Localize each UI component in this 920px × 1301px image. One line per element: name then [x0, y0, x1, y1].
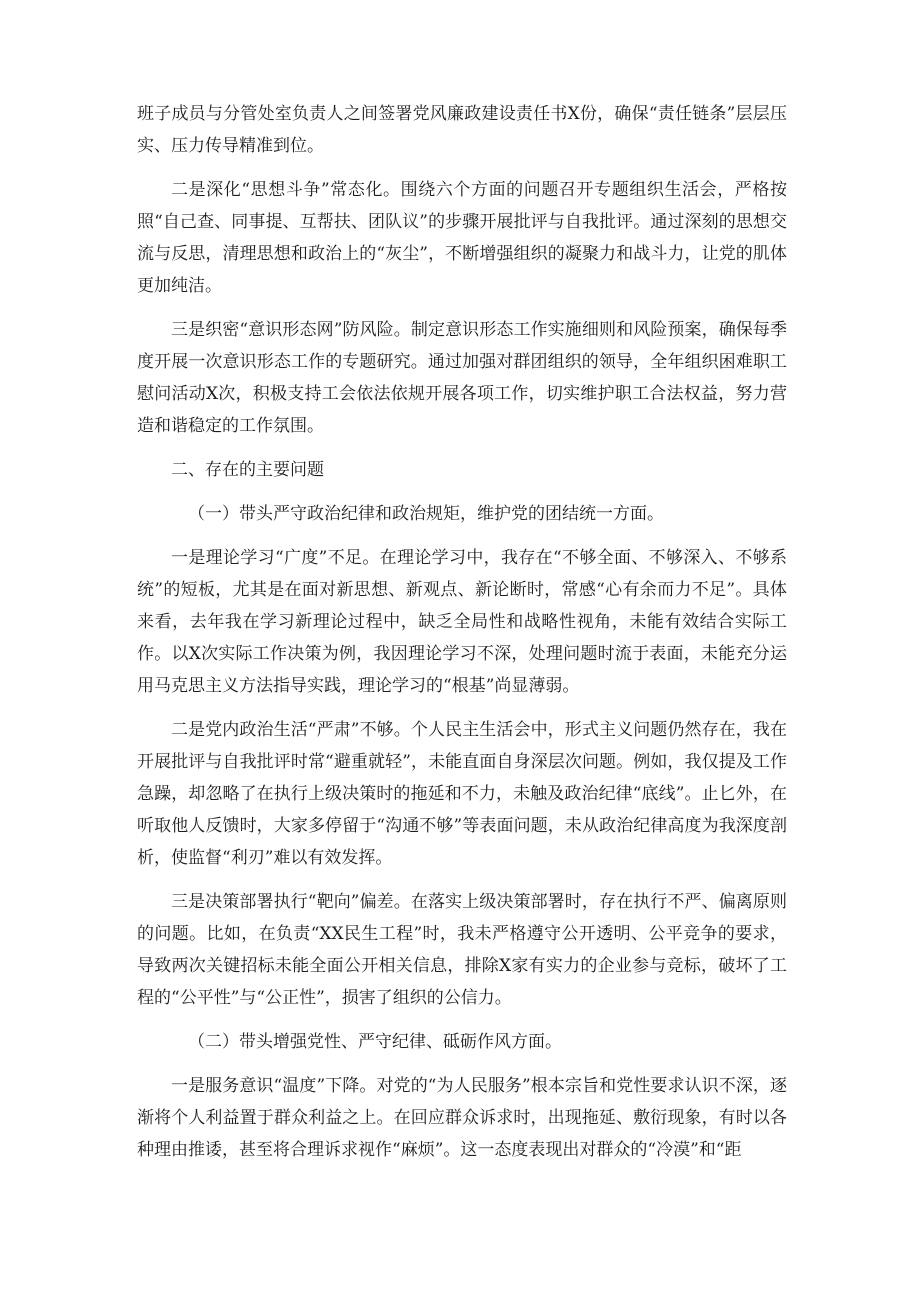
- subheading-political-discipline: （一）带头严守政治纪律和政治规矩，维护党的团结统一方面。: [188, 504, 664, 524]
- paragraph-decision-execution: 三是决策部署执行“靶向”偏差。在落实上级决策部署时，存在执行不严、偏离原则的问题。比如，在负责“XX民生工程”时，我未严格遵守公开透明、公平竞争的要求，导致两次关键招标未能全面公开相关信息，排除X家有实力的企业参与竞标，破坏了工程的“公平性”与“公正性”，损害了组织的公信力。: [137, 892, 787, 1008]
- section-heading-main-problems: 二、存在的主要问题: [171, 460, 324, 480]
- paragraph-theory-study: 一是理论学习“广度”不足。在理论学习中，我存在“不够全面、不够深入、不够系统”的短板，尤其是在面对新思想、新观点、新论断时，常感“心有余而力不足”。具体来看，去年我在学习新理论过程中，缺乏全局性和战略性视角，未能有效结合实际工作。以X次实际工作决策为例，我因理论学习不深，处理问题时流于表面，未能充分运用马克思主义方法指导实践，理论学习的“根基”尚显薄弱。: [137, 548, 787, 696]
- paragraph-responsibility-letters: 班子成员与分管处室负责人之间签署党风廉政建设责任书X份，确保“责任链条”层层压实、压力传导精准到位。: [137, 104, 787, 156]
- paragraph-service-awareness: 一是服务意识“温度”下降。对党的“为人民服务”根本宗旨和党性要求认识不深，逐渐将个人利益置于群众利益之上。在回应群众诉求时，出现拖延、敷衍现象，有时以各种理由推诿，甚至将合理诉求视作“麻烦”。这一态度表现出对群众的“冷漠”和“距: [137, 1076, 787, 1160]
- paragraph-party-life: 二是党内政治生活“严肃”不够。个人民主生活会中，形式主义问题仍然存在，我在开展批评与自我批评时常“避重就轻”，未能直面自身深层次问题。例如，我仅提及工作急躁，却忽略了在执行上级决策时的拖延和不力，未触及政治纪律“底线”。止匕外，在听取他人反馈时，大家多停留于“沟通不够”等表面问题，未从政治纪律高度为我深度剖析，使监督“利刃”难以有效发挥。: [137, 720, 787, 868]
- subheading-party-spirit: （二）带头增强党性、严守纪律、砥砺作风方面。: [188, 1032, 562, 1052]
- paragraph-ideological-struggle: 二是深化“思想斗争”常态化。围绕六个方面的问题召开专题组织生活会，严格按照“自己查、同事提、互帮扶、团队议”的步骤开展批评与自我批评。通过深刻的思想交流与反思，清理思想和政治上的“灰尘”，不断增强组织的凝聚力和战斗力，让党的肌体更加纯洁。: [137, 180, 787, 296]
- document-page: [137, 98, 787, 1178]
- paragraph-ideology-risk: 三是织密“意识形态网”防风险。制定意识形态工作实施细则和风险预案，确保每季度开展一次意识形态工作的专题研究。通过加强对群团组织的领导，全年组织困难职工慰问活动X次，积极支持工会依法依规开展各项工作，切实维护职工合法权益，努力营造和谐稳定的工作氛围。: [137, 320, 787, 436]
